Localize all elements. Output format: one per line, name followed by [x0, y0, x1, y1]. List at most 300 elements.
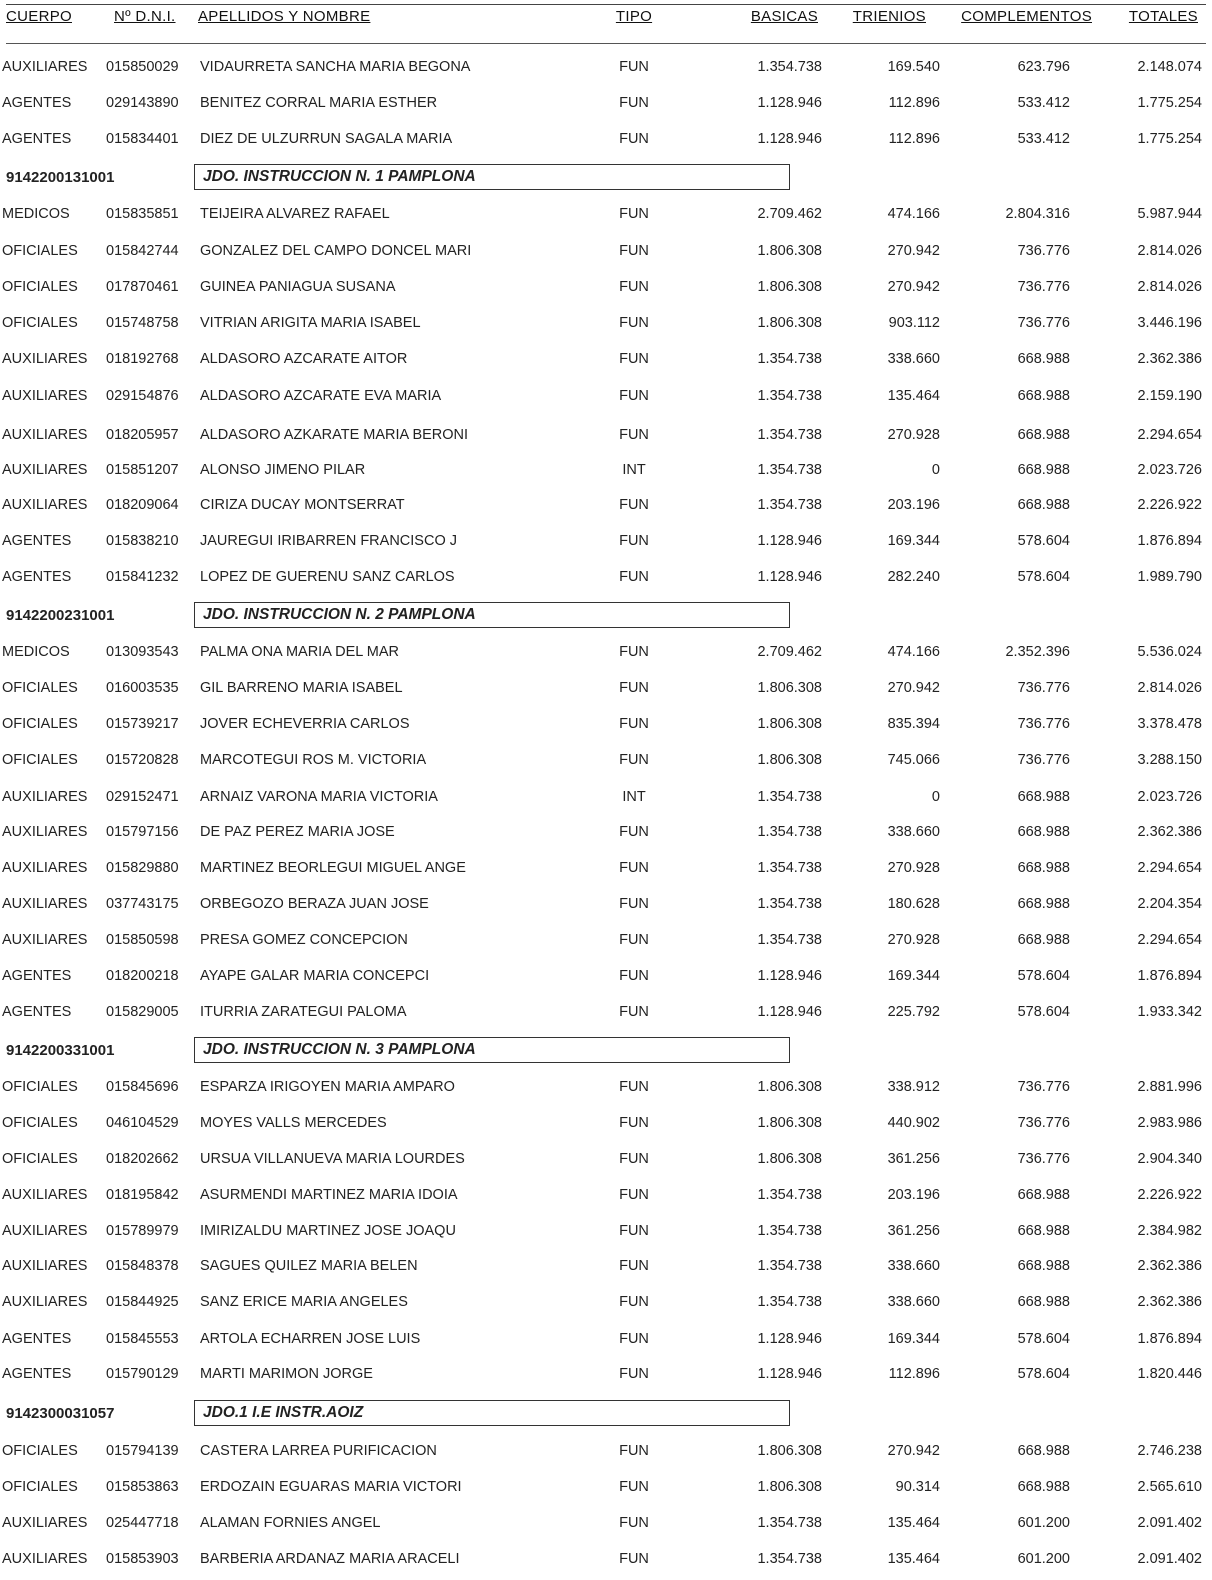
complementos-cell: 668.988: [1017, 351, 1070, 367]
cuerpo-cell: MEDICOS: [2, 206, 70, 222]
tipo-cell: FUN: [619, 1258, 649, 1274]
name-cell: IMIRIZALDU MARTINEZ JOSE JOAQU: [200, 1223, 456, 1239]
table-row: [0, 95, 1212, 117]
dni-cell: 018205957: [106, 427, 179, 443]
table-row: [0, 243, 1212, 265]
totales-cell: 2.159.190: [1137, 388, 1202, 404]
tipo-cell: FUN: [619, 1294, 649, 1310]
totales-cell: 2.814.026: [1137, 279, 1202, 295]
table-row: [0, 497, 1212, 519]
basicas-cell: 1.806.308: [757, 752, 822, 768]
name-cell: VIDAURRETA SANCHA MARIA BEGONA: [200, 59, 471, 75]
totales-cell: 2.226.922: [1137, 1187, 1202, 1203]
basicas-cell: 1.806.308: [757, 279, 822, 295]
tipo-cell: FUN: [619, 388, 649, 404]
totales-cell: 3.288.150: [1137, 752, 1202, 768]
tipo-cell: FUN: [619, 1443, 649, 1459]
name-cell: LOPEZ DE GUERENU SANZ CARLOS: [200, 569, 455, 585]
trienios-cell: 135.464: [887, 388, 940, 404]
basicas-cell: 1.354.738: [757, 351, 822, 367]
dni-cell: 015748758: [106, 315, 179, 331]
tipo-cell: FUN: [619, 1515, 649, 1531]
trienios-cell: 203.196: [887, 497, 940, 513]
group-title-box: JDO. INSTRUCCION N. 1 PAMPLONA: [194, 164, 790, 190]
totales-cell: 2.294.654: [1137, 932, 1202, 948]
totales-cell: 1.820.446: [1137, 1366, 1202, 1382]
basicas-cell: 1.354.738: [757, 462, 822, 478]
col-header-totales: TOTALES: [1128, 8, 1198, 25]
basicas-cell: 2.709.462: [757, 206, 822, 222]
group-header-row: [0, 1042, 1212, 1064]
dni-cell: 015851207: [106, 462, 179, 478]
table-row: [0, 716, 1212, 738]
tipo-cell: FUN: [619, 569, 649, 585]
name-cell: MOYES VALLS MERCEDES: [200, 1115, 387, 1131]
totales-cell: 2.362.386: [1137, 1294, 1202, 1310]
complementos-cell: 668.988: [1017, 1223, 1070, 1239]
name-cell: MARTINEZ BEORLEGUI MIGUEL ANGE: [200, 860, 466, 876]
cuerpo-cell: AUXILIARES: [2, 1187, 88, 1203]
table-row: [0, 1479, 1212, 1501]
trienios-cell: 440.902: [887, 1115, 940, 1131]
totales-cell: 2.294.654: [1137, 860, 1202, 876]
basicas-cell: 1.354.738: [757, 1258, 822, 1274]
complementos-cell: 736.776: [1017, 1079, 1070, 1095]
dni-cell: 015835851: [106, 206, 179, 222]
trienios-cell: 903.112: [888, 315, 940, 331]
dni-cell: 015789979: [106, 1223, 179, 1239]
cuerpo-cell: AUXILIARES: [2, 388, 88, 404]
name-cell: SAGUES QUILEZ MARIA BELEN: [200, 1258, 418, 1274]
complementos-cell: 578.604: [1017, 968, 1070, 984]
complementos-cell: 578.604: [1017, 1331, 1070, 1347]
totales-cell: 5.987.944: [1137, 206, 1202, 222]
complementos-cell: 736.776: [1017, 1115, 1070, 1131]
basicas-cell: 1.806.308: [757, 716, 822, 732]
trienios-cell: 745.066: [887, 752, 940, 768]
group-code: 9142200331001: [6, 1042, 115, 1059]
basicas-cell: 1.806.308: [757, 680, 822, 696]
trienios-cell: 361.256: [887, 1223, 940, 1239]
complementos-cell: 736.776: [1017, 243, 1070, 259]
dni-cell: 015797156: [106, 824, 179, 840]
cuerpo-cell: AUXILIARES: [2, 1515, 88, 1531]
dni-cell: 015838210: [106, 533, 179, 549]
trienios-cell: 474.166: [887, 206, 940, 222]
basicas-cell: 1.354.738: [757, 388, 822, 404]
table-row: [0, 1258, 1212, 1280]
trienios-cell: 135.464: [887, 1515, 940, 1531]
complementos-cell: 668.988: [1017, 427, 1070, 443]
basicas-cell: 1.354.738: [757, 427, 822, 443]
name-cell: ESPARZA IRIGOYEN MARIA AMPARO: [200, 1079, 455, 1095]
name-cell: BARBERIA ARDANAZ MARIA ARACELI: [200, 1551, 460, 1567]
totales-cell: 1.989.790: [1137, 569, 1202, 585]
group-header-row: [0, 1405, 1212, 1427]
tipo-cell: FUN: [619, 315, 649, 331]
name-cell: ARNAIZ VARONA MARIA VICTORIA: [200, 789, 438, 805]
dni-cell: 015845696: [106, 1079, 179, 1095]
cuerpo-cell: OFICIALES: [2, 680, 78, 696]
complementos-cell: 736.776: [1017, 752, 1070, 768]
dni-cell: 015853903: [106, 1551, 179, 1567]
cuerpo-cell: OFICIALES: [2, 315, 78, 331]
tipo-cell: FUN: [619, 1151, 649, 1167]
totales-cell: 2.814.026: [1137, 680, 1202, 696]
cuerpo-cell: AGENTES: [2, 1004, 72, 1020]
name-cell: GUINEA PANIAGUA SUSANA: [200, 279, 396, 295]
trienios-cell: 203.196: [887, 1187, 940, 1203]
totales-cell: 1.775.254: [1137, 95, 1202, 111]
table-row: [0, 131, 1212, 153]
trienios-cell: 270.942: [887, 680, 940, 696]
totales-cell: 1.876.894: [1137, 1331, 1202, 1347]
basicas-cell: 1.354.738: [757, 1187, 822, 1203]
trienios-cell: 835.394: [887, 716, 940, 732]
basicas-cell: 1.806.308: [757, 243, 822, 259]
name-cell: ALDASORO AZCARATE EVA MARIA: [200, 388, 442, 404]
trienios-cell: 338.660: [887, 1258, 940, 1274]
name-cell: BENITEZ CORRAL MARIA ESTHER: [200, 95, 438, 111]
complementos-cell: 668.988: [1017, 1187, 1070, 1203]
dni-cell: 018195842: [106, 1187, 179, 1203]
basicas-cell: 1.128.946: [757, 968, 822, 984]
basicas-cell: 1.354.738: [757, 932, 822, 948]
dni-cell: 018200218: [106, 968, 179, 984]
tipo-cell: INT: [622, 462, 646, 478]
table-row: [0, 752, 1212, 774]
col-header-trienios: TRIENIOS: [852, 8, 926, 25]
cuerpo-cell: OFICIALES: [2, 279, 78, 295]
table-row: [0, 1115, 1212, 1137]
name-cell: PALMA ONA MARIA DEL MAR: [200, 644, 400, 660]
name-cell: SANZ ERICE MARIA ANGELES: [200, 1294, 408, 1310]
name-cell: MARTI MARIMON JORGE: [200, 1366, 373, 1382]
basicas-cell: 1.354.738: [757, 497, 822, 513]
dni-cell: 015850598: [106, 932, 179, 948]
trienios-cell: 270.942: [887, 243, 940, 259]
complementos-cell: 668.988: [1017, 388, 1070, 404]
table-row: [0, 1223, 1212, 1245]
complementos-cell: 578.604: [1017, 533, 1070, 549]
trienios-cell: 180.628: [887, 896, 940, 912]
tipo-cell: FUN: [619, 131, 649, 147]
complementos-cell: 533.412: [1017, 95, 1070, 111]
table-row: [0, 1331, 1212, 1353]
totales-cell: 2.204.354: [1137, 896, 1202, 912]
trienios-cell: 270.942: [887, 279, 940, 295]
tipo-cell: FUN: [619, 497, 649, 513]
complementos-cell: 668.988: [1017, 1294, 1070, 1310]
dni-cell: 015829005: [106, 1004, 179, 1020]
cuerpo-cell: AGENTES: [2, 95, 72, 111]
dni-cell: 017870461: [106, 279, 179, 295]
basicas-cell: 1.354.738: [757, 59, 822, 75]
totales-cell: 2.384.982: [1137, 1223, 1202, 1239]
cuerpo-cell: AUXILIARES: [2, 860, 88, 876]
table-row: [0, 1294, 1212, 1316]
col-header-name: APELLIDOS Y NOMBRE: [198, 8, 371, 25]
name-cell: ALONSO JIMENO PILAR: [200, 462, 366, 478]
trienios-cell: 0: [931, 462, 940, 478]
dni-cell: 015845553: [106, 1331, 179, 1347]
tipo-cell: FUN: [619, 1223, 649, 1239]
basicas-cell: 1.128.946: [757, 569, 822, 585]
totales-cell: 2.814.026: [1137, 243, 1202, 259]
name-cell: JOVER ECHEVERRIA CARLOS: [200, 716, 410, 732]
cuerpo-cell: OFICIALES: [2, 1079, 78, 1095]
trienios-cell: 225.792: [887, 1004, 940, 1020]
dni-cell: 015842744: [106, 243, 179, 259]
totales-cell: 1.876.894: [1137, 968, 1202, 984]
dni-cell: 015829880: [106, 860, 179, 876]
totales-cell: 2.023.726: [1137, 462, 1202, 478]
tipo-cell: FUN: [619, 716, 649, 732]
complementos-cell: 668.988: [1017, 896, 1070, 912]
name-cell: GONZALEZ DEL CAMPO DONCEL MARI: [200, 243, 472, 259]
trienios-cell: 474.166: [887, 644, 940, 660]
complementos-cell: 601.200: [1017, 1551, 1070, 1567]
complementos-cell: 736.776: [1017, 315, 1070, 331]
table-row: [0, 860, 1212, 882]
basicas-cell: 1.128.946: [757, 533, 822, 549]
totales-cell: 2.091.402: [1137, 1551, 1202, 1567]
name-cell: DIEZ DE ULZURRUN SAGALA MARIA: [200, 131, 453, 147]
dni-cell: 015834401: [106, 131, 179, 147]
tipo-cell: FUN: [619, 279, 649, 295]
trienios-cell: 112.896: [888, 95, 940, 111]
basicas-cell: 1.128.946: [757, 1331, 822, 1347]
cuerpo-cell: AUXILIARES: [2, 351, 88, 367]
totales-cell: 1.775.254: [1137, 131, 1202, 147]
name-cell: JAUREGUI IRIBARREN FRANCISCO J: [200, 533, 457, 549]
table-row: [0, 1151, 1212, 1173]
name-cell: ALDASORO AZCARATE AITOR: [200, 351, 408, 367]
trienios-cell: 169.344: [887, 968, 940, 984]
complementos-cell: 668.988: [1017, 497, 1070, 513]
name-cell: ERDOZAIN EGUARAS MARIA VICTORI: [200, 1479, 462, 1495]
tipo-cell: FUN: [619, 824, 649, 840]
cuerpo-cell: OFICIALES: [2, 1115, 78, 1131]
totales-cell: 1.876.894: [1137, 533, 1202, 549]
complementos-cell: 668.988: [1017, 932, 1070, 948]
group-code: 9142200131001: [6, 169, 115, 186]
basicas-cell: 1.128.946: [757, 1004, 822, 1020]
dni-cell: 029152471: [106, 789, 179, 805]
basicas-cell: 1.806.308: [757, 1443, 822, 1459]
dni-cell: 029143890: [106, 95, 179, 111]
table-row: [0, 1443, 1212, 1465]
cuerpo-cell: AGENTES: [2, 1366, 72, 1382]
complementos-cell: 578.604: [1017, 1366, 1070, 1382]
cuerpo-cell: AUXILIARES: [2, 427, 88, 443]
name-cell: ARTOLA ECHARREN JOSE LUIS: [200, 1331, 421, 1347]
cuerpo-cell: AGENTES: [2, 569, 72, 585]
totales-cell: 2.148.074: [1137, 59, 1202, 75]
complementos-cell: 736.776: [1017, 716, 1070, 732]
name-cell: AYAPE GALAR MARIA CONCEPCI: [200, 968, 430, 984]
table-row: [0, 279, 1212, 301]
complementos-cell: 736.776: [1017, 680, 1070, 696]
table-row: [0, 533, 1212, 555]
totales-cell: 3.378.478: [1137, 716, 1202, 732]
cuerpo-cell: AUXILIARES: [2, 896, 88, 912]
dni-cell: 013093543: [106, 644, 179, 660]
totales-cell: 2.565.610: [1137, 1479, 1202, 1495]
complementos-cell: 668.988: [1017, 1258, 1070, 1274]
trienios-cell: 0: [931, 789, 940, 805]
dni-cell: 016003535: [106, 680, 179, 696]
complementos-cell: 668.988: [1017, 1479, 1070, 1495]
col-header-cuerpo: CUERPO: [6, 8, 72, 25]
top-rule: [6, 4, 1206, 5]
table-row: [0, 1551, 1212, 1573]
cuerpo-cell: AUXILIARES: [2, 824, 88, 840]
table-row: [0, 427, 1212, 449]
tipo-cell: FUN: [619, 1331, 649, 1347]
table-row: [0, 1366, 1212, 1388]
name-cell: ALDASORO AZKARATE MARIA BERONI: [200, 427, 469, 443]
header-rule: [6, 43, 1206, 44]
col-header-tipo: TIPO: [615, 8, 653, 25]
tipo-cell: FUN: [619, 1115, 649, 1131]
trienios-cell: 270.928: [887, 427, 940, 443]
table-row: [0, 206, 1212, 228]
totales-cell: 2.362.386: [1137, 824, 1202, 840]
trienios-cell: 135.464: [887, 1551, 940, 1567]
basicas-cell: 1.354.738: [757, 789, 822, 805]
trienios-cell: 338.660: [887, 351, 940, 367]
complementos-cell: 533.412: [1017, 131, 1070, 147]
totales-cell: 2.091.402: [1137, 1515, 1202, 1531]
complementos-cell: 2.352.396: [1005, 644, 1070, 660]
totales-cell: 2.983.986: [1137, 1115, 1202, 1131]
totales-cell: 2.362.386: [1137, 1258, 1202, 1274]
complementos-cell: 601.200: [1017, 1515, 1070, 1531]
tipo-cell: FUN: [619, 1079, 649, 1095]
table-row: [0, 932, 1212, 954]
dni-cell: 029154876: [106, 388, 179, 404]
trienios-cell: 90.314: [895, 1479, 940, 1495]
tipo-cell: FUN: [619, 752, 649, 768]
dni-cell: 015850029: [106, 59, 179, 75]
complementos-cell: 736.776: [1017, 279, 1070, 295]
dni-cell: 037743175: [106, 896, 179, 912]
name-cell: ORBEGOZO BERAZA JUAN JOSE: [200, 896, 429, 912]
totales-cell: 2.904.340: [1137, 1151, 1202, 1167]
table-row: [0, 1079, 1212, 1101]
tipo-cell: FUN: [619, 1187, 649, 1203]
group-title-box: JDO. INSTRUCCION N. 2 PAMPLONA: [194, 602, 790, 628]
cuerpo-cell: AUXILIARES: [2, 1551, 88, 1567]
name-cell: CIRIZA DUCAY MONTSERRAT: [200, 497, 405, 513]
tipo-cell: FUN: [619, 1551, 649, 1567]
cuerpo-cell: MEDICOS: [2, 644, 70, 660]
dni-cell: 015739217: [106, 716, 179, 732]
table-row: [0, 315, 1212, 337]
group-code: 9142300031057: [6, 1405, 115, 1422]
cuerpo-cell: AGENTES: [2, 968, 72, 984]
table-row: [0, 462, 1212, 484]
tipo-cell: FUN: [619, 896, 649, 912]
cuerpo-cell: AUXILIARES: [2, 789, 88, 805]
basicas-cell: 1.806.308: [757, 1151, 822, 1167]
col-header-dni: Nº D.N.I.: [114, 8, 176, 25]
cuerpo-cell: OFICIALES: [2, 243, 78, 259]
cuerpo-cell: AUXILIARES: [2, 1223, 88, 1239]
table-row: [0, 680, 1212, 702]
cuerpo-cell: OFICIALES: [2, 1151, 78, 1167]
cuerpo-cell: OFICIALES: [2, 1479, 78, 1495]
trienios-cell: 270.942: [887, 1443, 940, 1459]
name-cell: PRESA GOMEZ CONCEPCION: [200, 932, 408, 948]
dni-cell: 025447718: [106, 1515, 179, 1531]
tipo-cell: FUN: [619, 1004, 649, 1020]
group-code: 9142200231001: [6, 607, 115, 624]
group-header-row: [0, 169, 1212, 191]
name-cell: TEIJEIRA ALVAREZ RAFAEL: [200, 206, 390, 222]
trienios-cell: 338.660: [887, 824, 940, 840]
tipo-cell: FUN: [619, 533, 649, 549]
dni-cell: 015841232: [106, 569, 179, 585]
trienios-cell: 169.344: [887, 533, 940, 549]
dni-cell: 018209064: [106, 497, 179, 513]
col-header-complementos: COMPLEMENTOS: [961, 8, 1092, 25]
cuerpo-cell: AUXILIARES: [2, 59, 88, 75]
basicas-cell: 1.806.308: [757, 1079, 822, 1095]
cuerpo-cell: OFICIALES: [2, 1443, 78, 1459]
totales-cell: 2.746.238: [1137, 1443, 1202, 1459]
complementos-cell: 736.776: [1017, 1151, 1070, 1167]
tipo-cell: FUN: [619, 644, 649, 660]
trienios-cell: 338.912: [887, 1079, 940, 1095]
group-title-box: JDO. INSTRUCCION N. 3 PAMPLONA: [194, 1037, 790, 1063]
tipo-cell: FUN: [619, 1366, 649, 1382]
basicas-cell: 1.806.308: [757, 1115, 822, 1131]
totales-cell: 2.362.386: [1137, 351, 1202, 367]
trienios-cell: 361.256: [887, 1151, 940, 1167]
totales-cell: 2.881.996: [1137, 1079, 1202, 1095]
basicas-cell: 1.354.738: [757, 1551, 822, 1567]
cuerpo-cell: OFICIALES: [2, 752, 78, 768]
tipo-cell: FUN: [619, 351, 649, 367]
tipo-cell: INT: [622, 789, 646, 805]
complementos-cell: 578.604: [1017, 1004, 1070, 1020]
cuerpo-cell: AUXILIARES: [2, 932, 88, 948]
complementos-cell: 668.988: [1017, 1443, 1070, 1459]
trienios-cell: 270.928: [887, 932, 940, 948]
table-row: [0, 351, 1212, 373]
basicas-cell: 1.806.308: [757, 1479, 822, 1495]
table-row: [0, 59, 1212, 81]
cuerpo-cell: AGENTES: [2, 131, 72, 147]
dni-cell: 015790129: [106, 1366, 179, 1382]
dni-cell: 018202662: [106, 1151, 179, 1167]
tipo-cell: FUN: [619, 95, 649, 111]
complementos-cell: 623.796: [1017, 59, 1070, 75]
name-cell: DE PAZ PEREZ MARIA JOSE: [200, 824, 395, 840]
tipo-cell: FUN: [619, 932, 649, 948]
cuerpo-cell: OFICIALES: [2, 716, 78, 732]
cuerpo-cell: AUXILIARES: [2, 462, 88, 478]
group-header-row: [0, 607, 1212, 629]
trienios-cell: 282.240: [887, 569, 940, 585]
totales-cell: 3.446.196: [1137, 315, 1202, 331]
trienios-cell: 169.540: [887, 59, 940, 75]
basicas-cell: 1.354.738: [757, 860, 822, 876]
totales-cell: 2.226.922: [1137, 497, 1202, 513]
name-cell: VITRIAN ARIGITA MARIA ISABEL: [200, 315, 421, 331]
